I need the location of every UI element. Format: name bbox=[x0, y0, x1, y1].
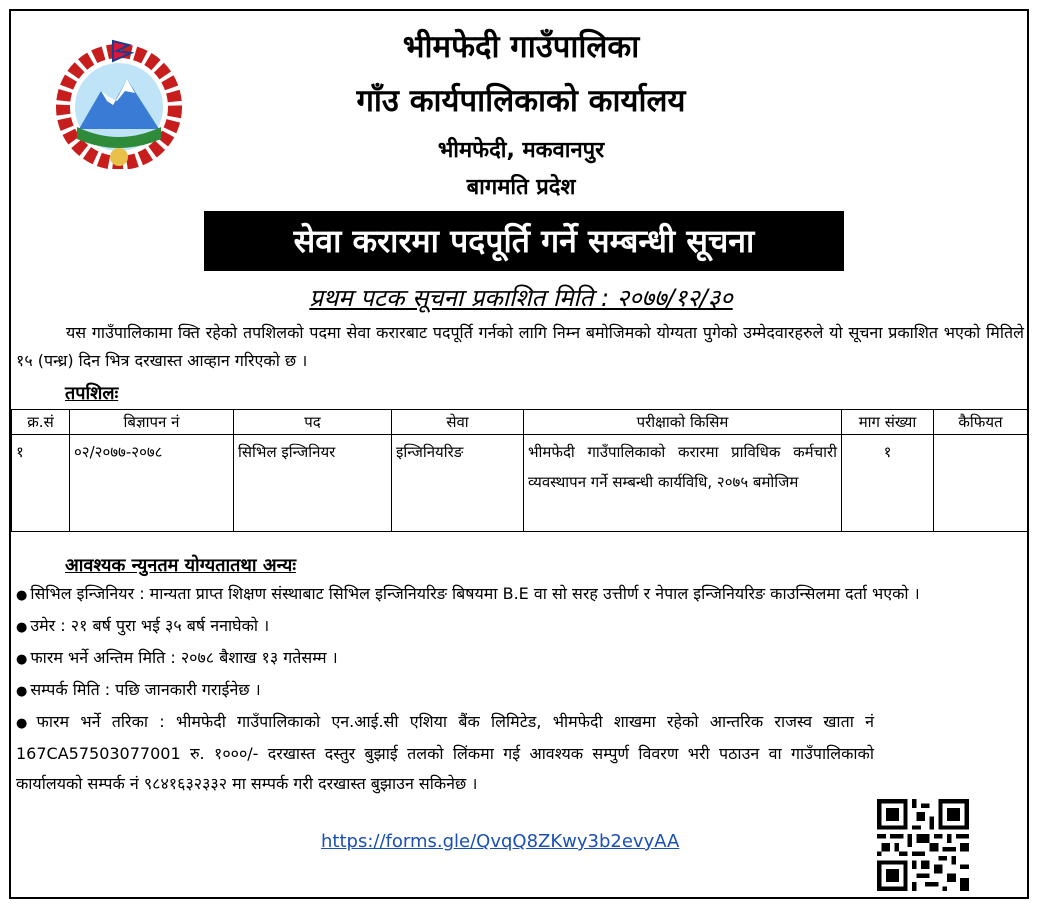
requirement-application-method: फारम भर्ने तरिका : भीमफेदी गाउँपालिकाको एन.आई.सी एशिया बैंक लिमिटेड, भीमफेदी शाखमा रहेको आन्तरिक राजस्व खाता नं 167CA57503077001 रु. १०००/- दरखास्त दस्तुर बुझाई तलको लिंकमा गई आवश्यक सम्पुर्ण विवरण भरी पठाउन वा गाउँपालिकाको कार्यालयको सम्पर्क नं ९८४१६३२३३२ मा सम्पर्क गरी दरखास्त बुझाउन सकिनेछ । bbox=[16, 712, 874, 793]
notice-title-banner: सेवा करारमा पदपूर्ति गर्ने सम्बन्धी सूचना bbox=[204, 211, 844, 271]
publication-date-line bbox=[11, 281, 1029, 314]
list-item bbox=[16, 579, 1024, 611]
requirements-list bbox=[16, 579, 1024, 799]
bullet-icon: ● bbox=[16, 588, 28, 603]
list-item bbox=[16, 675, 1024, 707]
col-header-remarks: कैफियत bbox=[934, 410, 1028, 435]
cell-demand: १ bbox=[842, 435, 934, 532]
bullet-icon: ● bbox=[16, 716, 34, 731]
cell-remarks bbox=[934, 435, 1028, 532]
province-name: बागमति प्रदेश bbox=[466, 175, 576, 200]
requirement-deadline: फारम भर्ने अन्तिम मिति : २०७८ बैशाख १३ गतेसम्म । bbox=[30, 648, 338, 667]
cell-serial: १ bbox=[12, 435, 70, 532]
cell-exam-type: भीमफेदी गाउँपालिकाको करारमा प्राविधिक कर्मचारी व्यवस्थापन गर्ने सम्बन्धी कार्यविधि, २०७५ बमोजिम bbox=[524, 435, 842, 532]
vacancy-table bbox=[11, 409, 1028, 532]
requirement-qualification: सिभिल इन्जिनियर : मान्यता प्राप्त शिक्षण संस्थाबाट सिभिल इन्जिनियरिङ बिषयमा B.E वा सो सरह उत्तीर्ण र नेपाल इन्जिनियरिङ काउन्सिलमा दर्ता भएको । bbox=[30, 584, 920, 603]
col-header-exam-type: परीक्षाको किसिम bbox=[524, 410, 842, 435]
bullet-icon: ● bbox=[16, 684, 28, 699]
col-header-service: सेवा bbox=[392, 410, 524, 435]
table-row bbox=[12, 435, 1028, 532]
application-form-link[interactable]: https://forms.gle/QvqQ8ZKwy3b2evyAA bbox=[321, 831, 680, 852]
bullet-icon: ● bbox=[16, 652, 28, 667]
schedule-label: तपशिलः bbox=[65, 383, 119, 404]
requirements-title: आवश्यक न्युनतम योग्यतातथा अन्यः bbox=[65, 555, 296, 576]
bullet-icon: ● bbox=[16, 620, 28, 635]
municipality-name: भीमफेदी गाउँपालिका bbox=[402, 29, 640, 65]
notice-frame bbox=[9, 9, 1029, 899]
qr-code-icon bbox=[877, 799, 969, 891]
col-header-post: पद bbox=[234, 410, 392, 435]
office-address: भीमफेदी, मकवानपुर bbox=[437, 138, 605, 163]
intro-paragraph: यस गाउँपालिकामा क्ति रहेको तपशिलको पदमा सेवा करारबाट पदपूर्ति गर्नको लागि निम्न बमोजिमको योग्यता पुगेको उम्मेदवारहरुले यो सूचना प्रकाशित भएको मितिले १५ (पन्ध्र) दिन भित्र दरखास्त आव्हान गरिएको छ । bbox=[16, 323, 1024, 370]
cell-service: इन्जिनियरिङ bbox=[392, 435, 524, 532]
office-name: गाँउ कार्यपालिकाको कार्यालय bbox=[356, 83, 686, 119]
col-header-demand: माग संख्या bbox=[842, 410, 934, 435]
table-header-row bbox=[12, 410, 1028, 435]
cell-ad-number: ०२/२०७७-२०७८ bbox=[70, 435, 234, 532]
col-header-serial: क्र.सं bbox=[12, 410, 70, 435]
publication-date-text: प्रथम पटक सूचना प्रकाशित मिति : २०७७/१२/३० bbox=[309, 284, 733, 312]
col-header-ad-number: बिज्ञापन नं bbox=[70, 410, 234, 435]
cell-post: सिभिल इन्जिनियर bbox=[234, 435, 392, 532]
requirement-age: उमेर : २१ बर्ष पुरा भई ३५ बर्ष ननाघेको । bbox=[30, 616, 270, 635]
list-item bbox=[16, 643, 1024, 675]
list-item bbox=[16, 707, 1024, 799]
list-item bbox=[16, 611, 1024, 643]
requirement-contact-date: सम्पर्क मिति : पछि जानकारी गराईनेछ । bbox=[30, 680, 261, 699]
